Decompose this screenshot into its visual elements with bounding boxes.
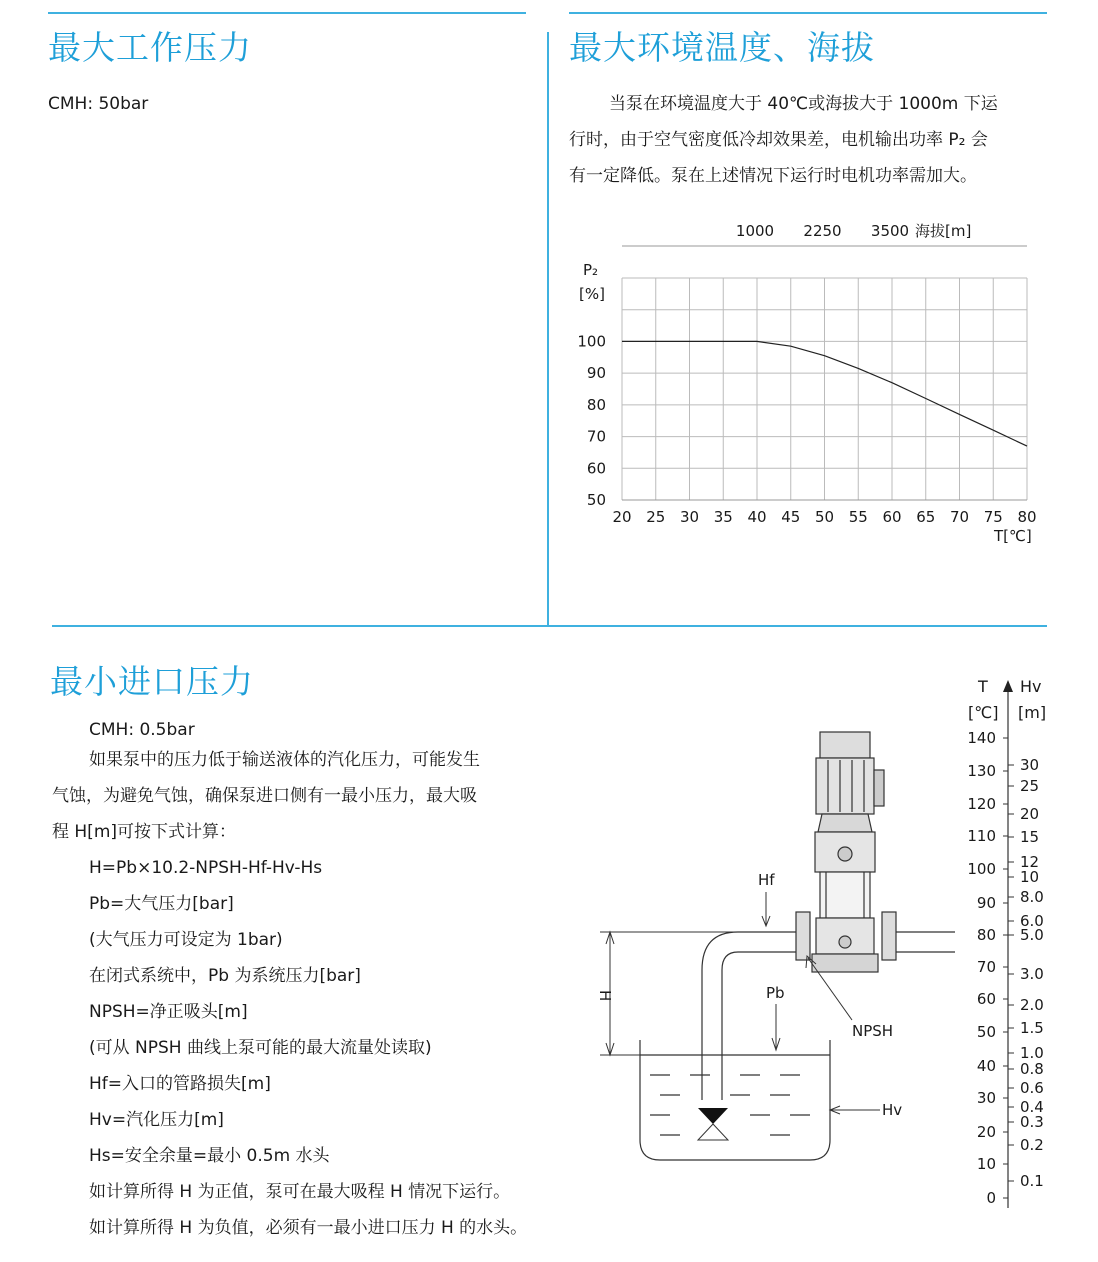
x-tick-label-11: 75 bbox=[983, 508, 1003, 526]
formula-line-8: Hv=汽化压力[m] bbox=[89, 1110, 224, 1130]
x-tick-label-10: 70 bbox=[949, 508, 970, 526]
min-inlet-line-3: 程 H[m]可按下式计算： bbox=[52, 822, 237, 842]
hv-tick-label-7: 6.0 bbox=[1020, 912, 1044, 930]
top-axis-label: 海拔[m] bbox=[915, 222, 972, 240]
top-tick-label-0: 1000 bbox=[735, 222, 775, 240]
x-tick-label-1: 25 bbox=[646, 508, 666, 526]
x-tick-label-7: 55 bbox=[848, 508, 868, 526]
ambient-line-1: 当泵在环境温度大于 40℃或海拔大于 1000m 下运 bbox=[609, 94, 998, 114]
hv-tick-label-10: 2.0 bbox=[1020, 996, 1044, 1014]
t-tick-label-2: 120 bbox=[967, 795, 996, 813]
hv-tick-label-15: 0.4 bbox=[1020, 1098, 1044, 1116]
pump-installation-diagram bbox=[590, 720, 990, 1260]
section-title-min-inlet: 最小进口压力 bbox=[50, 662, 254, 701]
t-tick-label-7: 70 bbox=[976, 958, 996, 976]
y-tick-label-3: 80 bbox=[586, 395, 606, 414]
y-axis-unit: [%] bbox=[579, 285, 605, 303]
formula-line-9: Hs=安全余量=最小 0.5m 水头 bbox=[89, 1146, 330, 1166]
x-tick-label-5: 45 bbox=[781, 508, 801, 526]
x-axis-ticks bbox=[612, 508, 1036, 526]
scale-t-unit: [℃] bbox=[968, 703, 999, 722]
t-tick-label-11: 30 bbox=[976, 1089, 996, 1107]
water-tank bbox=[640, 1040, 830, 1160]
t-tick-label-1: 130 bbox=[967, 762, 996, 780]
hv-tick-label-0: 30 bbox=[1020, 756, 1040, 774]
y-tick-label-2: 70 bbox=[586, 427, 606, 446]
y-tick-label-5: 100 bbox=[577, 332, 606, 351]
hv-tick-label-3: 15 bbox=[1020, 828, 1040, 846]
hv-tick-label-2: 20 bbox=[1020, 805, 1040, 823]
middle-divider bbox=[52, 625, 1047, 627]
t-tick-label-14: 0 bbox=[986, 1189, 996, 1207]
hv-tick-label-12: 1.0 bbox=[1020, 1044, 1044, 1062]
t-tick-label-8: 60 bbox=[976, 990, 996, 1008]
top-tick-label-2: 3500 bbox=[870, 222, 910, 240]
scale-t-label: T bbox=[978, 677, 988, 696]
min-inlet-intro: CMH: 0.5bar bbox=[89, 720, 195, 740]
y-axis-label: P₂ bbox=[583, 261, 599, 279]
label-hf: Hf bbox=[758, 871, 775, 889]
x-tick-label-3: 35 bbox=[713, 508, 733, 526]
scale-hv-ticks bbox=[1008, 756, 1044, 1190]
top-tick-label-1: 2250 bbox=[803, 222, 842, 240]
hv-tick-label-14: 0.6 bbox=[1020, 1079, 1044, 1097]
scale-arrow bbox=[1003, 680, 1013, 692]
t-tick-label-5: 90 bbox=[976, 894, 996, 912]
formula-line-7: Hf=入口的管路损失[m] bbox=[89, 1074, 271, 1094]
t-tick-label-3: 110 bbox=[967, 827, 996, 845]
column-divider bbox=[547, 32, 549, 626]
formula-line-3: (大气压力可设定为 1bar) bbox=[89, 930, 283, 950]
label-h: H bbox=[596, 990, 614, 1002]
t-tick-label-6: 80 bbox=[976, 926, 996, 944]
max-pressure-text: CMH: 50bar bbox=[48, 94, 149, 114]
hv-tick-label-18: 0.1 bbox=[1020, 1172, 1044, 1190]
t-tick-label-10: 40 bbox=[976, 1057, 996, 1075]
hv-tick-label-6: 8.0 bbox=[1020, 888, 1044, 906]
hv-tick-label-8: 5.0 bbox=[1020, 926, 1044, 944]
section-title-max-pressure: 最大工作压力 bbox=[48, 28, 252, 67]
hv-tick-label-1: 25 bbox=[1020, 777, 1040, 795]
chart-grid bbox=[622, 278, 1027, 500]
x-tick-label-12: 80 bbox=[1017, 508, 1037, 526]
derating-chart bbox=[560, 210, 1060, 550]
formula-line-1: H=Pb×10.2-NPSH-Hf-Hv-Hs bbox=[89, 858, 323, 878]
y-axis-ticks bbox=[577, 332, 606, 509]
min-inlet-paragraph bbox=[52, 742, 547, 850]
top-divider-left bbox=[48, 12, 526, 14]
formula-line-4: 在闭式系统中，Pb 为系统压力[bar] bbox=[89, 966, 361, 986]
x-tick-label-6: 50 bbox=[814, 508, 835, 526]
hv-tick-label-13: 0.8 bbox=[1020, 1060, 1044, 1078]
formula-line-2: Pb=大气压力[bar] bbox=[89, 894, 234, 914]
y-tick-label-4: 90 bbox=[586, 364, 606, 383]
hv-tick-label-9: 3.0 bbox=[1020, 965, 1044, 983]
ambient-line-2: 行时，由于空气密度低冷却效果差，电机输出功率 P₂ 会 bbox=[569, 130, 988, 150]
formula-line-11: 如计算所得 H 为负值，必须有一最小进口压力 H 的水头。 bbox=[89, 1218, 528, 1238]
scale-t-ticks bbox=[967, 729, 1008, 1207]
y-tick-label-0: 50 bbox=[586, 491, 606, 509]
hv-tick-label-4: 12 bbox=[1020, 853, 1040, 871]
x-tick-label-0: 20 bbox=[612, 508, 632, 526]
x-tick-label-8: 60 bbox=[882, 508, 902, 526]
formula-line-6: (可从 NPSH 曲线上泵可能的最大流量处读取) bbox=[89, 1038, 432, 1058]
vapour-pressure-scale bbox=[958, 670, 1058, 1230]
y-tick-label-1: 60 bbox=[586, 459, 606, 478]
scale-hv-label: Hv bbox=[1020, 677, 1042, 696]
min-inlet-line-2: 气蚀，为避免气蚀，确保泵进口侧有一最小压力，最大吸 bbox=[52, 786, 477, 806]
top-divider-right bbox=[569, 12, 1047, 14]
x-tick-label-2: 30 bbox=[679, 508, 700, 526]
t-tick-label-4: 100 bbox=[967, 860, 996, 878]
ambient-line-3: 有一定降低。泵在上述情况下运行时电机功率需加大。 bbox=[569, 166, 977, 186]
t-tick-label-9: 50 bbox=[976, 1023, 996, 1041]
hv-tick-label-17: 0.2 bbox=[1020, 1136, 1044, 1154]
formula-block bbox=[89, 850, 527, 1246]
foot-valve bbox=[698, 1108, 728, 1124]
hv-tick-label-16: 0.3 bbox=[1020, 1113, 1044, 1131]
pump-illustration bbox=[796, 732, 896, 972]
x-axis-label: T[℃] bbox=[994, 527, 1032, 545]
label-hv: Hv bbox=[882, 1101, 903, 1119]
t-tick-label-13: 10 bbox=[976, 1155, 996, 1173]
top-axis-ticks bbox=[736, 222, 909, 240]
t-tick-label-0: 140 bbox=[967, 729, 996, 747]
t-tick-label-12: 20 bbox=[976, 1123, 996, 1141]
label-pb: Pb bbox=[766, 984, 785, 1002]
x-tick-label-9: 65 bbox=[916, 508, 936, 526]
formula-line-10: 如计算所得 H 为正值，泵可在最大吸程 H 情况下运行。 bbox=[89, 1182, 511, 1202]
hv-tick-label-11: 1.5 bbox=[1020, 1019, 1044, 1037]
x-tick-label-4: 40 bbox=[747, 508, 767, 526]
min-inlet-line-1: 如果泵中的压力低于输送液体的汽化压力，可能发生 bbox=[89, 750, 480, 770]
scale-hv-unit: [m] bbox=[1018, 703, 1047, 722]
label-npsh: NPSH bbox=[852, 1022, 894, 1040]
section-title-ambient: 最大环境温度、海拔 bbox=[569, 28, 875, 67]
ambient-paragraph bbox=[569, 86, 1044, 194]
formula-line-5: NPSH=净正吸头[m] bbox=[89, 1002, 248, 1022]
hv-tick-label-5: 10 bbox=[1020, 868, 1040, 886]
